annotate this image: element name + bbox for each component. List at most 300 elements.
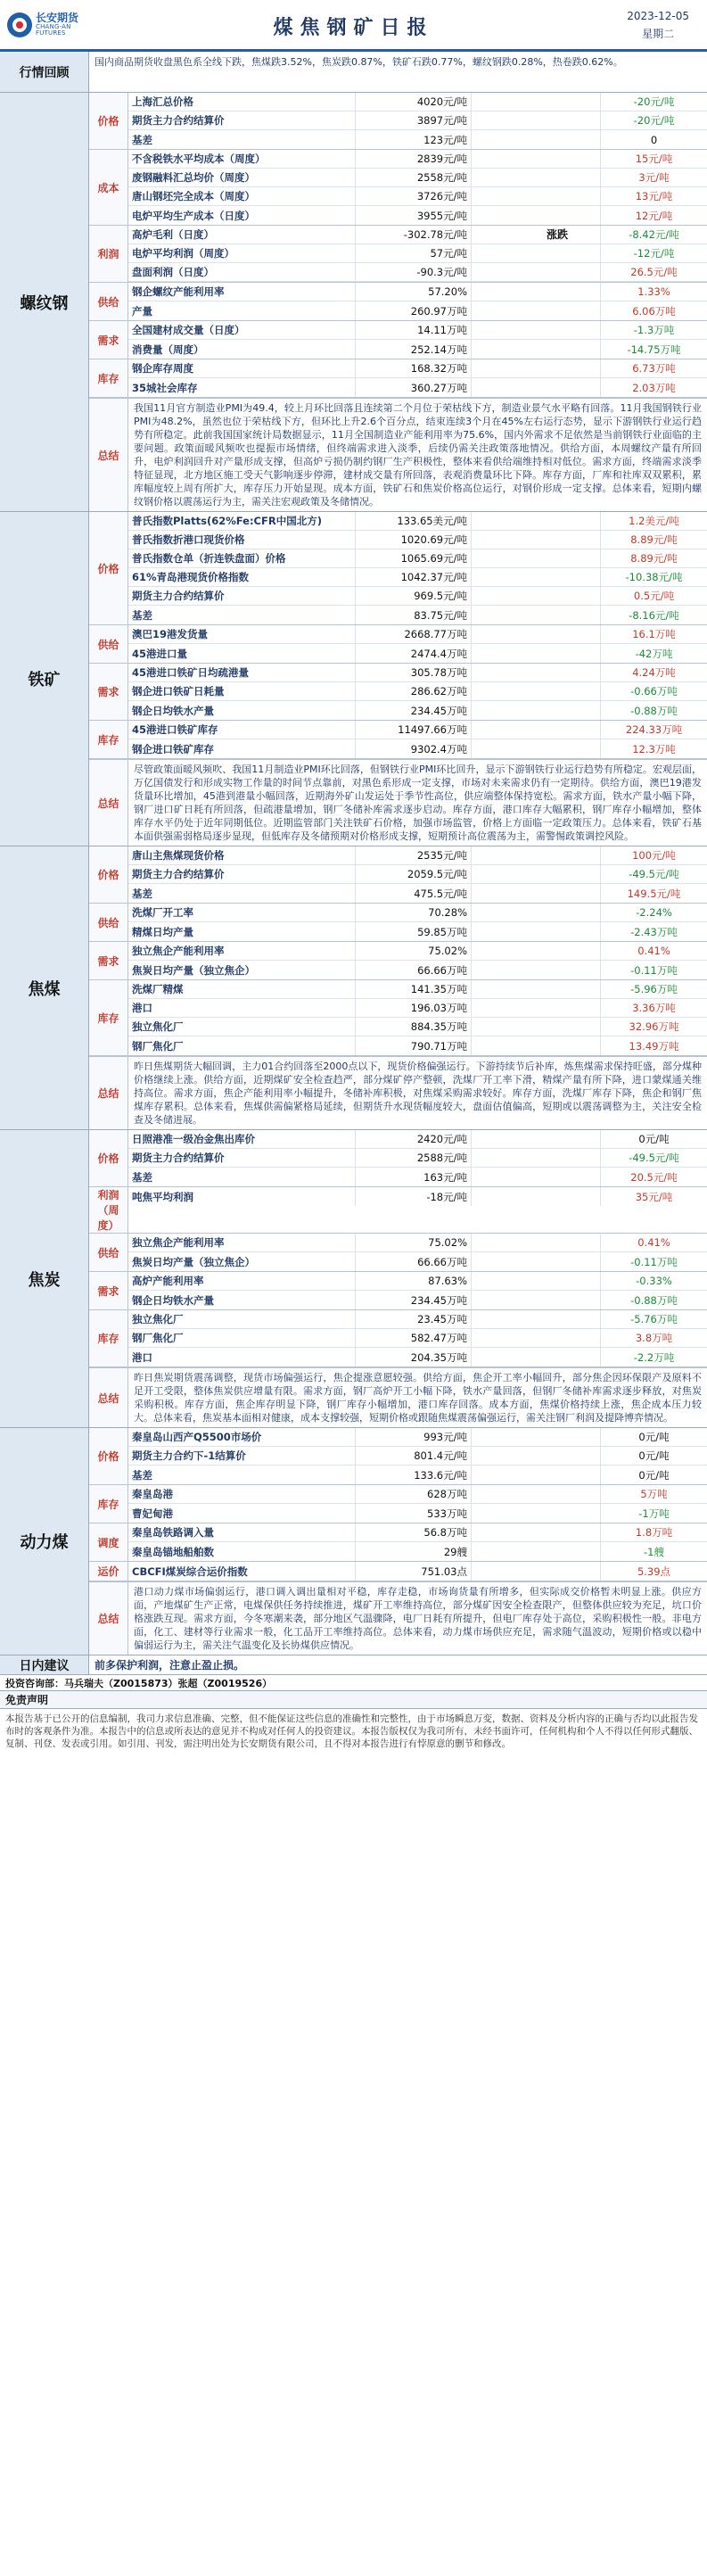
row-spacer (472, 93, 600, 111)
group-label: 供给 (89, 1234, 128, 1271)
summary-label: 总结 (89, 760, 128, 846)
table-row (128, 1485, 707, 1504)
table-row (128, 904, 707, 922)
summary-text: 尽管政策面暖风频吹、我国11月制造业PMI环比回落，但钢铁行业PMI环比回升，显示下游钢铁行业运行趋势有所稳定。宏观层面，万亿国债发行和形成实物工作量的时间节点靠前，对黑色系形成一定支撑，市场对未来需求仍有一定期待。供给方面，澳巴19港发货量环比增加，45港到港量小幅回落，近期海外矿山发运处于季节性高位，供应端整体保持宽松。需求方面，铁水产量小幅下降，钢厂进口矿日耗有所回落，但疏港量增加，钢厂冬储补库需求逐步启动。库存方面，港口库存大幅累积，钢厂库存小幅增加，整体库存水平仍处于近年同期低位。近期监管部门关注铁矿石价格，加强市场监管，价格上方面临一定政策压力。总体来看，铁矿石基本面供强需弱格局逐步显现，但低库存及冬储预期对价格形成支撑，短期预计高位震荡为主，需警惕政策调控风险。 (134, 764, 702, 842)
metric-change: 26.5元/吨 (600, 263, 707, 281)
summary-text: 昨日焦炭期货震荡调整，现货市场偏强运行，焦企提涨意愿较强。供给方面，焦企开工率小幅回升，部分焦企因环保限产及原料不足开工受限，整体焦炭供应增量有限。需求方面，钢厂高炉开工小幅下降，铁水产量回落，但钢厂冬储补库需求逐步释放，对焦炭采购积极。库存方面，焦企库存明显下降，钢厂库存小幅增加，港口库存回落。成本方面，焦煤价格持续上涨，焦企成本压力较大。总体来看，焦炭基本面相对健康，成本支撑较强，短期价格或跟随焦煤震荡偏强运行，需关注钢厂利润及提降博弈情况。 (134, 1372, 702, 1424)
metric-value: 252.14万吨 (356, 340, 472, 359)
metric-name: 钢厂焦化厂 (128, 1036, 356, 1055)
metric-value: 475.5元/吨 (356, 884, 472, 903)
daily-advice-text: 前多保护利润，注意止盈止损。 (95, 1659, 245, 1672)
metric-group (89, 1187, 707, 1234)
table-row (128, 1036, 707, 1055)
metric-name: 秦皇岛港 (128, 1485, 356, 1503)
row-spacer (472, 942, 600, 960)
metric-group (89, 1523, 707, 1562)
table-row (128, 1310, 707, 1329)
table-row (128, 111, 707, 130)
metric-change: 12.3万吨 (600, 739, 707, 758)
table-row (128, 150, 707, 169)
section-body (89, 1428, 707, 1655)
overview-text: 国内商品期货收盘黑色系全线下跌，焦煤跌3.52%，焦炭跌0.87%，铁矿石跌0.77%，螺纹钢跌0.28%，热卷跌0.62%。 (95, 56, 623, 68)
metric-name: 洗煤厂精煤 (128, 980, 356, 998)
metric-value: -302.78元/吨 (356, 226, 472, 244)
metric-name: 洗煤厂开工率 (128, 904, 356, 921)
group-rows (128, 1485, 707, 1523)
metric-name: 港口 (128, 1348, 356, 1366)
metric-group (89, 1130, 707, 1187)
metric-value: 3726元/吨 (356, 187, 472, 205)
metric-group (89, 1428, 707, 1485)
group-label: 需求 (89, 942, 128, 979)
table-row (128, 1149, 707, 1168)
metric-change: 0.41% (600, 1234, 707, 1251)
metric-group (89, 1272, 707, 1310)
table-row (128, 1018, 707, 1036)
group-rows (128, 846, 707, 903)
metric-name: CBCFI煤炭综合运价指数 (128, 1562, 356, 1581)
table-row (128, 169, 707, 187)
row-spacer (472, 606, 600, 624)
section-name: 螺纹钢 (0, 93, 89, 511)
table-row (128, 93, 707, 111)
metric-value: 163元/吨 (356, 1168, 472, 1186)
metric-value: 969.5元/吨 (356, 587, 472, 605)
table-row (128, 701, 707, 720)
metric-name: 期货主力合约结算价 (128, 587, 356, 605)
table-row (128, 644, 707, 663)
metric-name: 高炉产能利用率 (128, 1272, 356, 1290)
metric-name: 独立焦化厂 (128, 1310, 356, 1328)
table-row (128, 942, 707, 961)
group-label: 供给 (89, 625, 128, 663)
row-spacer (472, 884, 600, 903)
group-rows (128, 1523, 707, 1561)
metric-group (89, 846, 707, 904)
metric-value: 133.65美元/吨 (356, 512, 472, 530)
section-name: 动力煤 (0, 1428, 89, 1655)
group-rows (128, 625, 707, 663)
row-spacer (472, 1036, 600, 1055)
metric-change: 5万吨 (600, 1485, 707, 1503)
metric-name: 基差 (128, 606, 356, 624)
daily-advice-label: 日内建议 (0, 1655, 89, 1674)
row-spacer (472, 644, 600, 663)
group-label: 价格 (89, 93, 128, 149)
group-label: 库存 (89, 721, 128, 758)
commodity-section (0, 1428, 707, 1655)
row-spacer (472, 1504, 600, 1523)
metric-change: -0.88万吨 (600, 1291, 707, 1309)
row-spacer (472, 1523, 600, 1541)
report-date (627, 7, 689, 43)
group-label: 利润 (89, 226, 128, 282)
row-spacer (472, 169, 600, 186)
metric-name: 电炉平均生产成本（日度） (128, 206, 356, 225)
section-name: 铁矿 (0, 512, 89, 846)
metric-value: 234.45万吨 (356, 1291, 472, 1309)
group-label: 成本 (89, 150, 128, 225)
metric-group (89, 1234, 707, 1272)
row-spacer (472, 1447, 600, 1465)
table-row (128, 283, 707, 301)
metric-name: 45港进口铁矿日均疏港量 (128, 664, 356, 681)
group-label: 调度 (89, 1523, 128, 1561)
group-label: 价格 (89, 1130, 128, 1186)
metric-change: 35元/吨 (600, 1187, 707, 1206)
commodity-section (0, 93, 707, 512)
daily-advice (0, 1655, 707, 1675)
metric-change: 20.5元/吨 (600, 1168, 707, 1186)
metric-value: 2420元/吨 (356, 1130, 472, 1148)
metric-group (89, 1485, 707, 1523)
metric-change: -42万吨 (600, 644, 707, 663)
metric-value: 4020元/吨 (356, 93, 472, 111)
group-rows (128, 150, 707, 225)
metric-change: -49.5元/吨 (600, 865, 707, 883)
section-summary (89, 1581, 707, 1655)
metric-change: 12元/吨 (600, 206, 707, 225)
table-row (128, 531, 707, 549)
metric-value: 2558元/吨 (356, 169, 472, 186)
metric-name: 精煤日均产量 (128, 922, 356, 941)
group-rows (128, 1310, 707, 1366)
metric-value: 751.03点 (356, 1562, 472, 1581)
group-rows (128, 1187, 707, 1233)
metric-name: 基差 (128, 1168, 356, 1186)
group-rows (128, 980, 707, 1055)
metric-name: 日照港准一级冶金焦出库价 (128, 1130, 356, 1148)
metric-value: 204.35万吨 (356, 1348, 472, 1366)
group-label: 价格 (89, 512, 128, 624)
table-row (128, 206, 707, 225)
metric-value: 9302.4万吨 (356, 739, 472, 758)
metric-name: 钢企螺纹产能利用率 (128, 283, 356, 301)
metric-value: 360.27万吨 (356, 378, 472, 397)
table-row (128, 359, 707, 378)
market-overview (0, 52, 707, 93)
metric-value: 582.47万吨 (356, 1329, 472, 1347)
section-body (89, 846, 707, 1129)
table-row (128, 130, 707, 149)
metric-value: 286.62万吨 (356, 682, 472, 700)
table-row (128, 682, 707, 701)
row-spacer (472, 1428, 600, 1446)
row-spacer (472, 922, 600, 941)
metric-group (89, 93, 707, 150)
metric-change: -10.38元/吨 (600, 568, 707, 586)
metric-value: 196.03万吨 (356, 999, 472, 1017)
metric-value: 2535元/吨 (356, 846, 472, 864)
metric-value: 57.20% (356, 283, 472, 301)
group-label: 库存 (89, 359, 128, 397)
group-label: 运价 (89, 1562, 128, 1581)
section-body (89, 512, 707, 846)
metric-value: 66.66万吨 (356, 961, 472, 979)
row-spacer (472, 1542, 600, 1561)
row-spacer (472, 846, 600, 864)
group-rows (128, 904, 707, 941)
row-spacer (472, 739, 600, 758)
metric-change: -2.24% (600, 904, 707, 921)
metric-name: 普氏指数仓单（折连铁盘面）价格 (128, 549, 356, 567)
metric-change: -8.16元/吨 (600, 606, 707, 624)
metric-change: 8.89元/吨 (600, 531, 707, 549)
group-rows (128, 1272, 707, 1309)
metric-change: 3元/吨 (600, 169, 707, 186)
row-spacer (472, 1272, 600, 1290)
section-body (89, 93, 707, 511)
metric-group (89, 1562, 707, 1581)
group-label: 需求 (89, 1272, 128, 1309)
metric-value: 628万吨 (356, 1485, 472, 1503)
metric-change: -20元/吨 (600, 93, 707, 111)
group-rows (128, 93, 707, 149)
group-rows (128, 1562, 707, 1581)
metric-change: -20元/吨 (600, 111, 707, 129)
section-name: 焦炭 (0, 1130, 89, 1427)
summary-text: 我国11月官方制造业PMI为49.4，较上月环比回落且连续第二个月位于荣枯线下方，制造业景气水平略有回落。11月我国钢铁行业PMI为48.2%，虽然也位于荣枯线下方，但环比上升2.6个百分点，结束连续3个月在45%左右运行态势，显示下游钢铁行业运行趋势有所稳定。此前我国国家统计局数据显示，11月全国制造业产能利用率为75.6%，国内外需求不足依然是当前钢铁行业面临的主要问题。政策面暖风频吹也提振市场情绪，但终端需求进入淡季，后续仍需关注政策落地情况。供给方面，本周螺纹产量有所回升，电炉利润回升对产量形成支撑，但高炉亏损仍制约钢厂生产积极性，整体来看供给端维持相对低位。需求方面，终端需求淡季特征显现，北方地区施工受天气影响逐步停滞，建材成交量有所回落，表观消费量环比下降。库存方面，厂库和社库双双累积，累库幅度较上周有所扩大，库存压力开始显现。成本方面，铁矿石和焦炭价格高位运行，对钢价形成一定支撑。总体来看，短期内螺纹钢价格以震荡运行为主，需关注宏观政策及冬储情况。 (134, 402, 702, 508)
row-spacer (472, 359, 600, 377)
summary-label: 总结 (89, 1057, 128, 1129)
commodity-sections (0, 93, 707, 1655)
metric-value: 234.45万吨 (356, 701, 472, 720)
metric-name: 废钢融料汇总均价（周度） (128, 169, 356, 186)
row-spacer (472, 904, 600, 921)
metric-group (89, 664, 707, 721)
table-row (128, 187, 707, 206)
metric-name: 61%青岛港现货价格指数 (128, 568, 356, 586)
row-spacer (472, 1149, 600, 1167)
metric-value: 993元/吨 (356, 1428, 472, 1446)
table-row (128, 884, 707, 903)
group-rows (128, 942, 707, 979)
row-spacer (472, 1348, 600, 1366)
metric-change: -2.43万吨 (600, 922, 707, 941)
metric-change: 1.8万吨 (600, 1523, 707, 1541)
metric-name: 曹妃甸港 (128, 1504, 356, 1523)
metric-change: 1.33% (600, 283, 707, 301)
row-spacer (472, 206, 600, 225)
group-rows (128, 1428, 707, 1484)
metric-name: 唐山钢坯完全成本（周度） (128, 187, 356, 205)
section-body (89, 1130, 707, 1427)
metric-name: 期货主力合约结算价 (128, 1149, 356, 1167)
metric-change: -8.42元/吨 (600, 226, 707, 244)
metric-change: 5.39点 (600, 1562, 707, 1581)
metric-change: -0.11万吨 (600, 1252, 707, 1271)
row-spacer (472, 980, 600, 998)
metric-change: -1万吨 (600, 1504, 707, 1523)
group-rows (128, 226, 707, 282)
table-row (128, 1523, 707, 1542)
analyst-info: 投资咨询部：马兵瑞夫（Z0015873）张超（Z0019526） (0, 1675, 707, 1691)
group-label: 供给 (89, 904, 128, 941)
metric-change: -1.3万吨 (600, 321, 707, 339)
metric-name: 不含税铁水平均成本（周度） (128, 150, 356, 168)
metric-value: 2588元/吨 (356, 1149, 472, 1167)
table-row (128, 263, 707, 282)
metric-change: -0.11万吨 (600, 961, 707, 979)
section-name: 焦煤 (0, 846, 89, 1129)
metric-name: 秦皇岛锚地船舶数 (128, 1542, 356, 1561)
table-row (128, 1187, 707, 1206)
change-column-label: 涨跌 (546, 228, 568, 241)
table-row (128, 961, 707, 979)
metric-change: 0.41% (600, 942, 707, 960)
metric-value: 168.32万吨 (356, 359, 472, 377)
metric-change: 0元/吨 (600, 1447, 707, 1465)
commodity-section (0, 846, 707, 1130)
row-spacer (472, 865, 600, 883)
metric-change: 100元/吨 (600, 846, 707, 864)
metric-name: 港口 (128, 999, 356, 1017)
metric-change: 15元/吨 (600, 150, 707, 168)
metric-value: -18元/吨 (356, 1187, 472, 1206)
metric-value: 2839元/吨 (356, 150, 472, 168)
metric-name: 焦炭日均产量（独立焦企） (128, 961, 356, 979)
metric-name: 35城社会库存 (128, 378, 356, 397)
row-spacer (472, 263, 600, 281)
metric-group (89, 512, 707, 625)
metric-name: 钢企进口铁矿日耗量 (128, 682, 356, 700)
metric-change: 2.03万吨 (600, 378, 707, 397)
metric-change: 6.73万吨 (600, 359, 707, 377)
metric-change: -5.76万吨 (600, 1310, 707, 1328)
metric-name: 高炉毛利（日度） (128, 226, 356, 244)
metric-name: 电炉平均利润（周度） (128, 244, 356, 262)
summary-label: 总结 (89, 1582, 128, 1655)
row-spacer (472, 1187, 600, 1206)
metric-change: -0.33% (600, 1272, 707, 1290)
table-row (128, 1272, 707, 1291)
overview-label: 行情回顾 (0, 52, 89, 92)
metric-change: 3.8万吨 (600, 1329, 707, 1347)
metric-name: 普氏指数折港口现货价格 (128, 531, 356, 549)
summary-text: 昨日焦煤期货大幅回调，主力01合约回落至2000点以下，现货价格偏强运行。下游持续节后补库，炼焦煤需求保持旺盛，部分煤种价格继续上涨。供给方面，近期煤矿安全检查趋严，部分煤矿停产整顿，洗煤厂开工率下滑，精煤产量有所下降，进口蒙煤通关维持高位。需求方面，焦企产能利用率小幅提升，冬储补库积极，对焦煤采购需求较好。库存方面，洗煤厂库存下降，焦企和钢厂焦煤库存累积。总体来看，焦煤供需偏紧格局延续，但期货升水现货幅度较大，盘面估值偏高，短期或以震荡调整为主，关注安全检查及冬储进展。 (134, 1061, 702, 1126)
row-spacer (472, 1168, 600, 1186)
table-row (128, 378, 707, 397)
metric-name: 澳巴19港发货量 (128, 625, 356, 643)
metric-change: 1.2美元/吨 (600, 512, 707, 530)
metric-value: -90.3元/吨 (356, 263, 472, 281)
metric-group (89, 904, 707, 942)
section-summary (89, 1056, 707, 1129)
metric-name: 45港进口量 (128, 644, 356, 663)
metric-name: 秦皇岛铁路调入量 (128, 1523, 356, 1541)
metric-change: -0.88万吨 (600, 701, 707, 720)
group-rows (128, 321, 707, 359)
row-spacer (472, 1252, 600, 1271)
row-spacer (472, 1562, 600, 1581)
metric-value: 56.8万吨 (356, 1523, 472, 1541)
metric-value: 533万吨 (356, 1504, 472, 1523)
table-row (128, 922, 707, 941)
metric-change: 32.96万吨 (600, 1018, 707, 1036)
row-spacer (472, 568, 600, 586)
table-row (128, 549, 707, 568)
metric-value: 305.78万吨 (356, 664, 472, 681)
row-spacer (472, 531, 600, 549)
metric-name: 独立焦化厂 (128, 1018, 356, 1036)
table-row (128, 1329, 707, 1348)
row-spacer (472, 378, 600, 397)
metric-name: 期货主力合约结算价 (128, 865, 356, 883)
group-label: 库存 (89, 980, 128, 1055)
metric-name: 产量 (128, 301, 356, 320)
metric-name: 钢企日均铁水产量 (128, 1291, 356, 1309)
metric-name: 全国建材成交量（日度） (128, 321, 356, 339)
metric-value: 141.35万吨 (356, 980, 472, 998)
group-label: 库存 (89, 1485, 128, 1523)
group-label: 库存 (89, 1310, 128, 1366)
row-spacer (472, 1234, 600, 1251)
table-row (128, 846, 707, 865)
row-spacer (472, 340, 600, 359)
metric-name: 独立焦企产能利用率 (128, 1234, 356, 1251)
metric-name: 钢企进口铁矿库存 (128, 739, 356, 758)
metric-group (89, 721, 707, 759)
metric-name: 45港进口铁矿库存 (128, 721, 356, 739)
metric-change: -2.2万吨 (600, 1348, 707, 1366)
metric-group (89, 226, 707, 283)
table-row (128, 244, 707, 263)
metric-group (89, 359, 707, 398)
group-label: 价格 (89, 1428, 128, 1484)
table-row (128, 301, 707, 320)
group-label: 供给 (89, 283, 128, 320)
row-spacer (472, 549, 600, 567)
table-row (128, 980, 707, 999)
metric-change: -49.5元/吨 (600, 1149, 707, 1167)
metric-group (89, 321, 707, 359)
row-spacer (472, 283, 600, 301)
metric-change: 8.89元/吨 (600, 549, 707, 567)
metric-change: 6.06万吨 (600, 301, 707, 320)
table-row (128, 999, 707, 1018)
summary-label: 总结 (89, 399, 128, 511)
row-spacer (472, 187, 600, 205)
group-rows (128, 664, 707, 720)
metric-value: 23.45万吨 (356, 1310, 472, 1328)
metric-value: 75.02% (356, 942, 472, 960)
metric-group (89, 942, 707, 980)
metric-value: 87.63% (356, 1272, 472, 1290)
row-spacer (472, 321, 600, 339)
row-spacer (472, 961, 600, 979)
row-spacer (472, 1310, 600, 1328)
row-spacer (472, 1291, 600, 1309)
table-row (128, 1252, 707, 1271)
row-spacer (472, 1329, 600, 1347)
disclaimer-title: 免责声明 (0, 1691, 707, 1709)
metric-group (89, 980, 707, 1056)
date-value: 2023-12-05 (627, 10, 689, 22)
metric-value: 3897元/吨 (356, 111, 472, 129)
group-rows (128, 512, 707, 624)
metric-value: 2059.5元/吨 (356, 865, 472, 883)
row-spacer (472, 244, 600, 262)
table-row (128, 1466, 707, 1484)
commodity-section (0, 512, 707, 846)
table-row (128, 512, 707, 531)
metric-change: 0.5元/吨 (600, 587, 707, 605)
section-summary (89, 1367, 707, 1427)
metric-name: 焦炭日均产量（独立焦企） (128, 1252, 356, 1271)
metric-change: 3.36万吨 (600, 999, 707, 1017)
metric-change: 149.5元/吨 (600, 884, 707, 903)
metric-name: 吨焦平均利润 (128, 1187, 356, 1206)
